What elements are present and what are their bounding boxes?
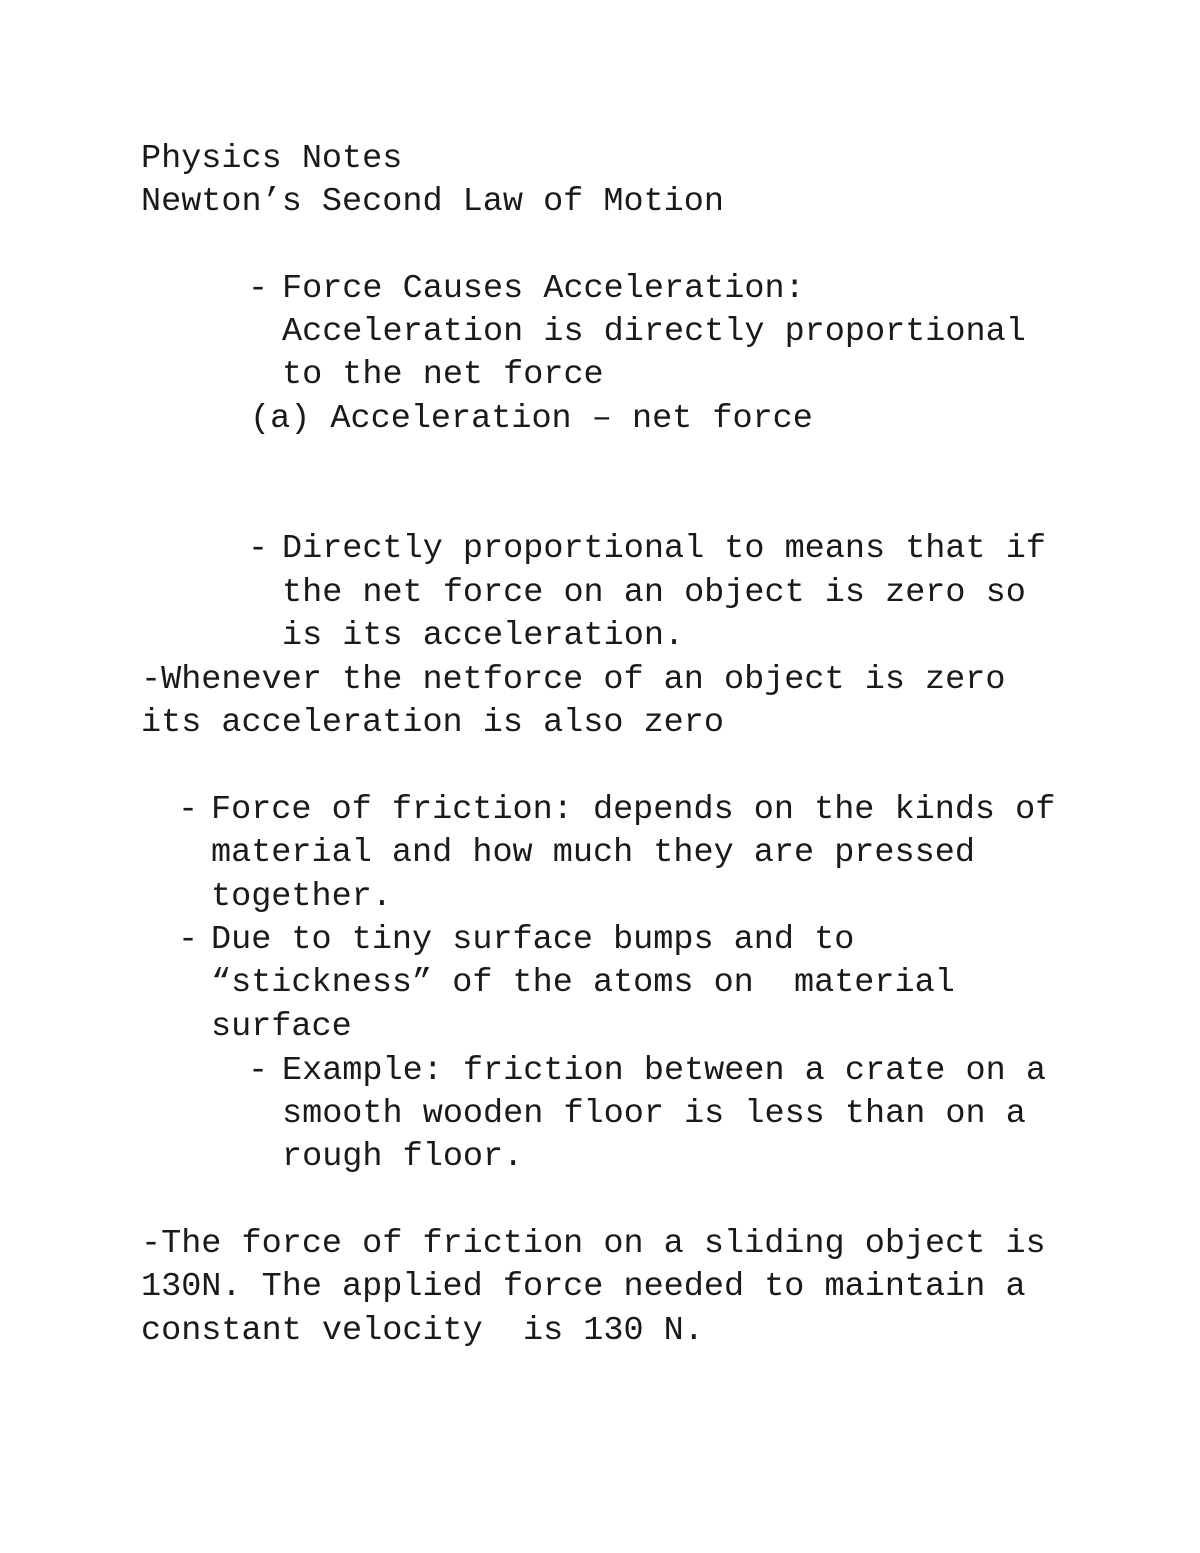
friction-item1-line: together. xyxy=(211,878,392,916)
section2-line: is its acceleration. xyxy=(282,617,685,655)
friction-item2-line: Due to tiny surface bumps and to xyxy=(211,921,855,959)
bullet-dash: - xyxy=(248,1052,269,1090)
section2-line: the net force on an object is zero so xyxy=(282,574,1026,612)
bullet-dash: - xyxy=(178,921,199,959)
note2-line: -The force of friction on a sliding object is xyxy=(141,1225,1046,1263)
document-title: Physics Notes xyxy=(141,140,403,178)
document-subtitle: Newton’s Second Law of Motion xyxy=(141,183,724,221)
section1-sub-a: (a) Acceleration – net force xyxy=(250,400,813,438)
example-line: Example: friction between a crate on a xyxy=(282,1052,1046,1090)
note1-line: -Whenever the netforce of an object is zero xyxy=(141,661,1006,699)
note1-line: its acceleration is also zero xyxy=(141,704,724,742)
friction-item2-line: “stickness” of the atoms on material xyxy=(211,964,955,1002)
section2-line: Directly proportional to means that if xyxy=(282,530,1046,568)
section1-line: Force Causes Acceleration: xyxy=(282,270,805,308)
friction-item1-line: material and how much they are pressed xyxy=(211,834,975,872)
note2-line: constant velocity is 130 N. xyxy=(141,1312,704,1350)
friction-item1-line: Force of friction: depends on the kinds of xyxy=(211,791,1056,829)
note2-line: 130N. The applied force needed to maintain a xyxy=(141,1268,1026,1306)
section1-line: Acceleration is directly proportional xyxy=(282,313,1026,351)
bullet-dash: - xyxy=(248,270,269,308)
section1-line: to the net force xyxy=(282,356,604,394)
example-line: smooth wooden floor is less than on a xyxy=(282,1095,1026,1133)
friction-item2-line: surface xyxy=(211,1008,352,1046)
bullet-dash: - xyxy=(178,791,199,829)
bullet-dash: - xyxy=(248,530,269,568)
example-line: rough floor. xyxy=(282,1138,524,1176)
